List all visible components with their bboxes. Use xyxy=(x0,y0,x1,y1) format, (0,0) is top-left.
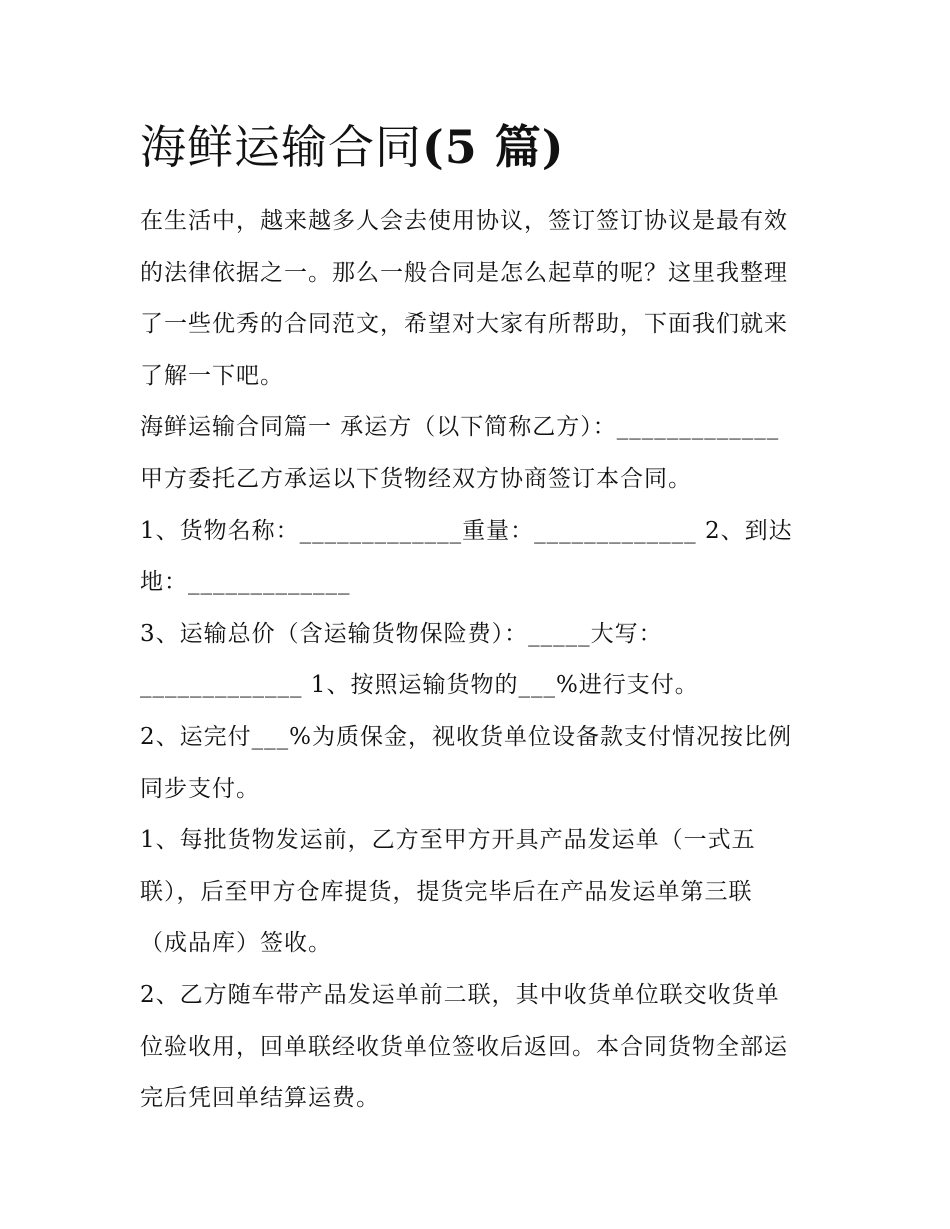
body-line: 完后凭回单结算运费。 xyxy=(140,1085,380,1112)
body-line: 1、货物名称：_____________重量：_____________ 2、到达 xyxy=(140,517,793,544)
body-line: 了一些优秀的合同范文，希望对大家有所帮助，下面我们就来 xyxy=(140,311,788,338)
body-line: 2、运完付___%为质保金，视收货单位设备款支付情况按比例 xyxy=(140,723,792,750)
document-title xyxy=(140,116,565,178)
body-line: 3、运输总价（含运输货物保险费）：_____大写： xyxy=(140,620,663,647)
document-body xyxy=(140,196,820,1125)
body-line: 海鲜运输合同篇一 承运方（以下简称乙方）：_____________ xyxy=(140,414,780,441)
body-line: 1、每批货物发运前，乙方至甲方开具产品发运单（一式五 xyxy=(140,827,756,854)
body-line: （成品库）签收。 xyxy=(140,930,332,957)
body-line: 在生活中，越来越多人会去使用协议，签订签订协议是最有效 xyxy=(140,208,788,234)
body-line: 的法律依据之一。那么一般合同是怎么起草的呢？这里我整理 xyxy=(140,259,788,286)
body-line: 联），后至甲方仓库提货，提货完毕后在产品发运单第三联 xyxy=(140,878,753,905)
body-line: _____________ 1、按照运输货物的___%进行支付。 xyxy=(140,672,699,699)
body-line: 地：_____________ xyxy=(140,569,351,596)
title-suffix: (5 篇) xyxy=(422,120,565,174)
body-line: 位验收用，回单联经收货单位签收后返回。本合同货物全部运 xyxy=(140,1033,788,1060)
title-main: 海鲜运输合同 xyxy=(140,120,422,174)
body-line: 2、乙方随车带产品发运单前二联，其中收货单位联交收货单 xyxy=(140,981,780,1008)
body-line: 甲方委托乙方承运以下货物经双方协商签订本合同。 xyxy=(140,465,692,492)
body-line: 同步支付。 xyxy=(140,775,260,802)
body-line: 了解一下吧。 xyxy=(140,362,284,389)
